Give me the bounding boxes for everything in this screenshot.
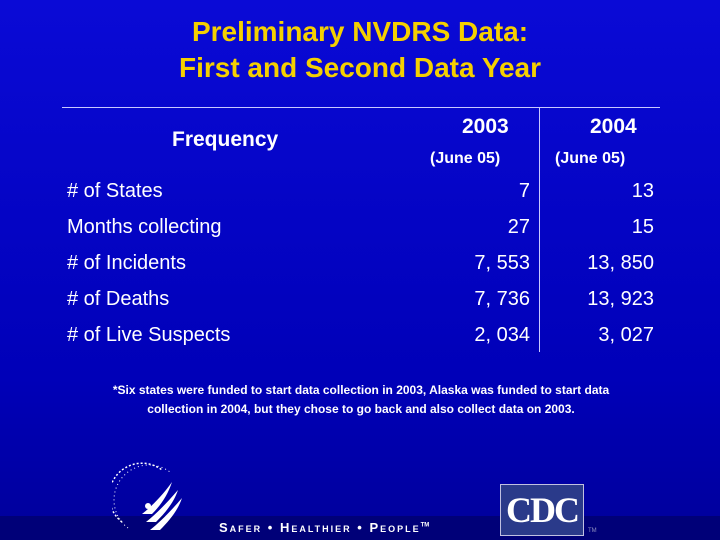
cdc-trademark: TM [588,528,597,534]
year-2003-header: 2003 [462,115,509,138]
year-2004-header: 2004 [590,115,637,138]
row-label: # of Incidents [67,252,186,274]
row-value-2003: 7, 736 [474,288,530,310]
table-row [0,179,720,215]
row-value-2004: 15 [631,216,654,238]
hhs-eagle-seal-icon [112,462,190,540]
table-row [0,287,720,323]
year-2003-subheader: (June 05) [430,150,501,167]
table-row [0,323,720,359]
slide-title [0,14,720,86]
row-value-2003: 7, 553 [474,252,530,274]
table-row [0,215,720,251]
cdc-logo-text: CDC [506,490,578,530]
year-2004-subheader: (June 05) [555,150,626,167]
row-label: # of Live Suspects [67,324,231,346]
frequency-header: Frequency [172,128,279,151]
row-value-2004: 13, 923 [587,288,654,310]
row-value-2004: 13, 850 [587,252,654,274]
row-label: # of States [67,180,163,202]
title-line-1: Preliminary NVDRS Data: [191,16,529,47]
cdc-logo-icon [500,484,584,536]
footnote-line-2: collection in 2004, but they chose to go back and also collect data on 2003. [147,402,575,416]
row-value-2004: 3, 027 [598,324,654,346]
row-value-2003: 27 [507,216,530,238]
footnote-line-1: *Six states were funded to start data collection in 2003, Alaska was funded to start data [112,383,610,397]
row-label: Months collecting [67,216,222,238]
title-line-2: First and Second Data Year [178,52,542,83]
row-label: # of Deaths [67,288,170,310]
footnote [60,381,662,419]
table-top-rule [62,107,660,108]
tagline-text: Safer • Healthier • People [219,520,421,535]
row-value-2003: 7 [518,180,530,202]
row-value-2003: 2, 034 [474,324,530,346]
tagline-trademark: TM [420,522,430,529]
table-row [0,251,720,287]
row-value-2004: 13 [631,180,654,202]
tagline [219,520,429,535]
